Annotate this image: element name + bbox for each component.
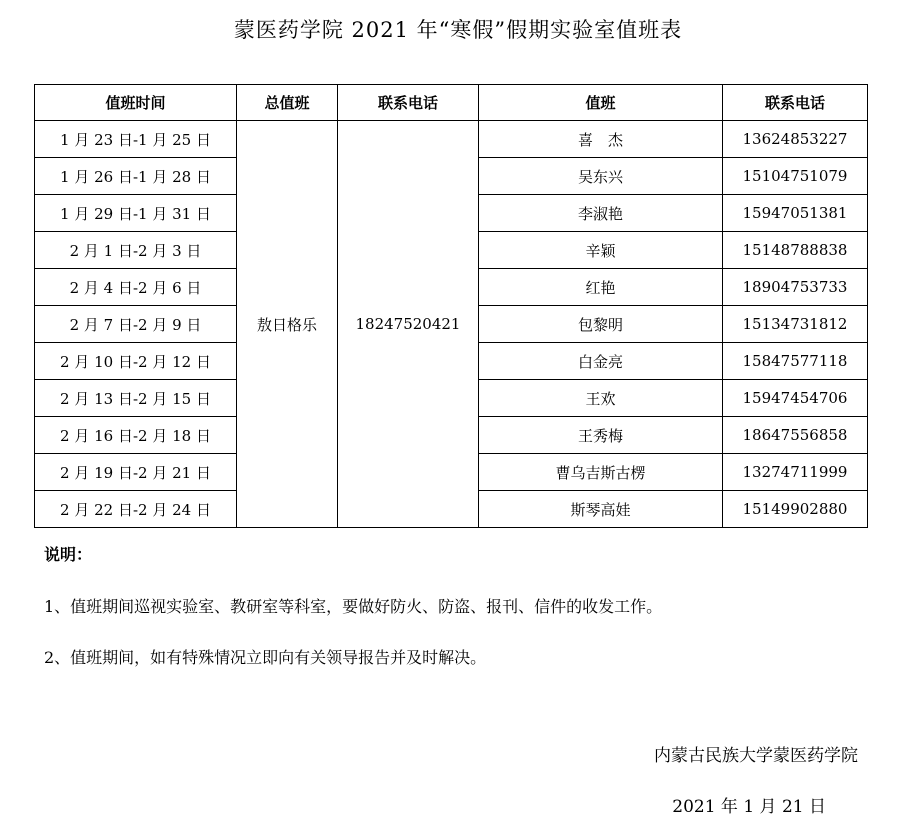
- duty-person: 曹乌吉斯古楞: [479, 454, 723, 491]
- duty-phone: 18647556858: [723, 417, 868, 454]
- duty-phone: 15104751079: [723, 158, 868, 195]
- document-title: 蒙医药学院 2021 年“寒假”假期实验室值班表: [233, 18, 683, 42]
- header-duty-phone: 联系电话: [723, 85, 868, 121]
- duty-person: 吴东兴: [479, 158, 723, 195]
- note-item: 1、值班期间巡视实验室、教研室等科室，要做好防火、防盗、报刊、信件的收发工作。: [44, 597, 663, 616]
- duty-period: 2 月 16 日-2 月 18 日: [35, 417, 237, 454]
- header-duty-time: 值班时间: [35, 85, 237, 121]
- duty-period: 2 月 7 日-2 月 9 日: [35, 306, 237, 343]
- duty-period: 2 月 10 日-2 月 12 日: [35, 343, 237, 380]
- duty-phone: 15947051381: [723, 195, 868, 232]
- issue-date: 2021 年 1 月 21 日: [672, 797, 826, 817]
- duty-period: 1 月 26 日-1 月 28 日: [35, 158, 237, 195]
- table-header-row: [35, 85, 868, 121]
- duty-person: 王欢: [479, 380, 723, 417]
- duty-phone: 15148788838: [723, 232, 868, 269]
- duty-person: 李淑艳: [479, 195, 723, 232]
- chief-duty-phone: 18247520421: [338, 121, 479, 528]
- duty-phone: 18904753733: [723, 269, 868, 306]
- duty-person: 辛颖: [479, 232, 723, 269]
- duty-period: 2 月 1 日-2 月 3 日: [35, 232, 237, 269]
- duty-period: 2 月 4 日-2 月 6 日: [35, 269, 237, 306]
- duty-phone: 15134731812: [723, 306, 868, 343]
- note-item: 2、值班期间，如有特殊情况立即向有关领导报告并及时解决。: [44, 648, 487, 667]
- header-chief-duty: 总值班: [237, 85, 338, 121]
- duty-person: 包黎明: [479, 306, 723, 343]
- duty-schedule-table: [34, 84, 868, 528]
- duty-period: 1 月 23 日-1 月 25 日: [35, 121, 237, 158]
- duty-person: 喜 杰: [479, 121, 723, 158]
- duty-phone: 13274711999: [723, 454, 868, 491]
- header-duty-person: 值班: [479, 85, 723, 121]
- table-row: [35, 121, 868, 158]
- duty-period: 2 月 19 日-2 月 21 日: [35, 454, 237, 491]
- duty-person: 王秀梅: [479, 417, 723, 454]
- duty-person: 白金亮: [479, 343, 723, 380]
- duty-period: 1 月 29 日-1 月 31 日: [35, 195, 237, 232]
- duty-person: 斯琴高娃: [479, 491, 723, 528]
- duty-phone: 15149902880: [723, 491, 868, 528]
- duty-phone: 15947454706: [723, 380, 868, 417]
- duty-period: 2 月 22 日-2 月 24 日: [35, 491, 237, 528]
- duty-person: 红艳: [479, 269, 723, 306]
- duty-period: 2 月 13 日-2 月 15 日: [35, 380, 237, 417]
- duty-phone: 15847577118: [723, 343, 868, 380]
- header-chief-phone: 联系电话: [338, 85, 479, 121]
- issuer-signature: 内蒙古民族大学蒙医药学院: [654, 746, 858, 766]
- notes-heading: 说明：: [44, 545, 93, 564]
- chief-duty-name: 敖日格乐: [237, 121, 338, 528]
- duty-phone: 13624853227: [723, 121, 868, 158]
